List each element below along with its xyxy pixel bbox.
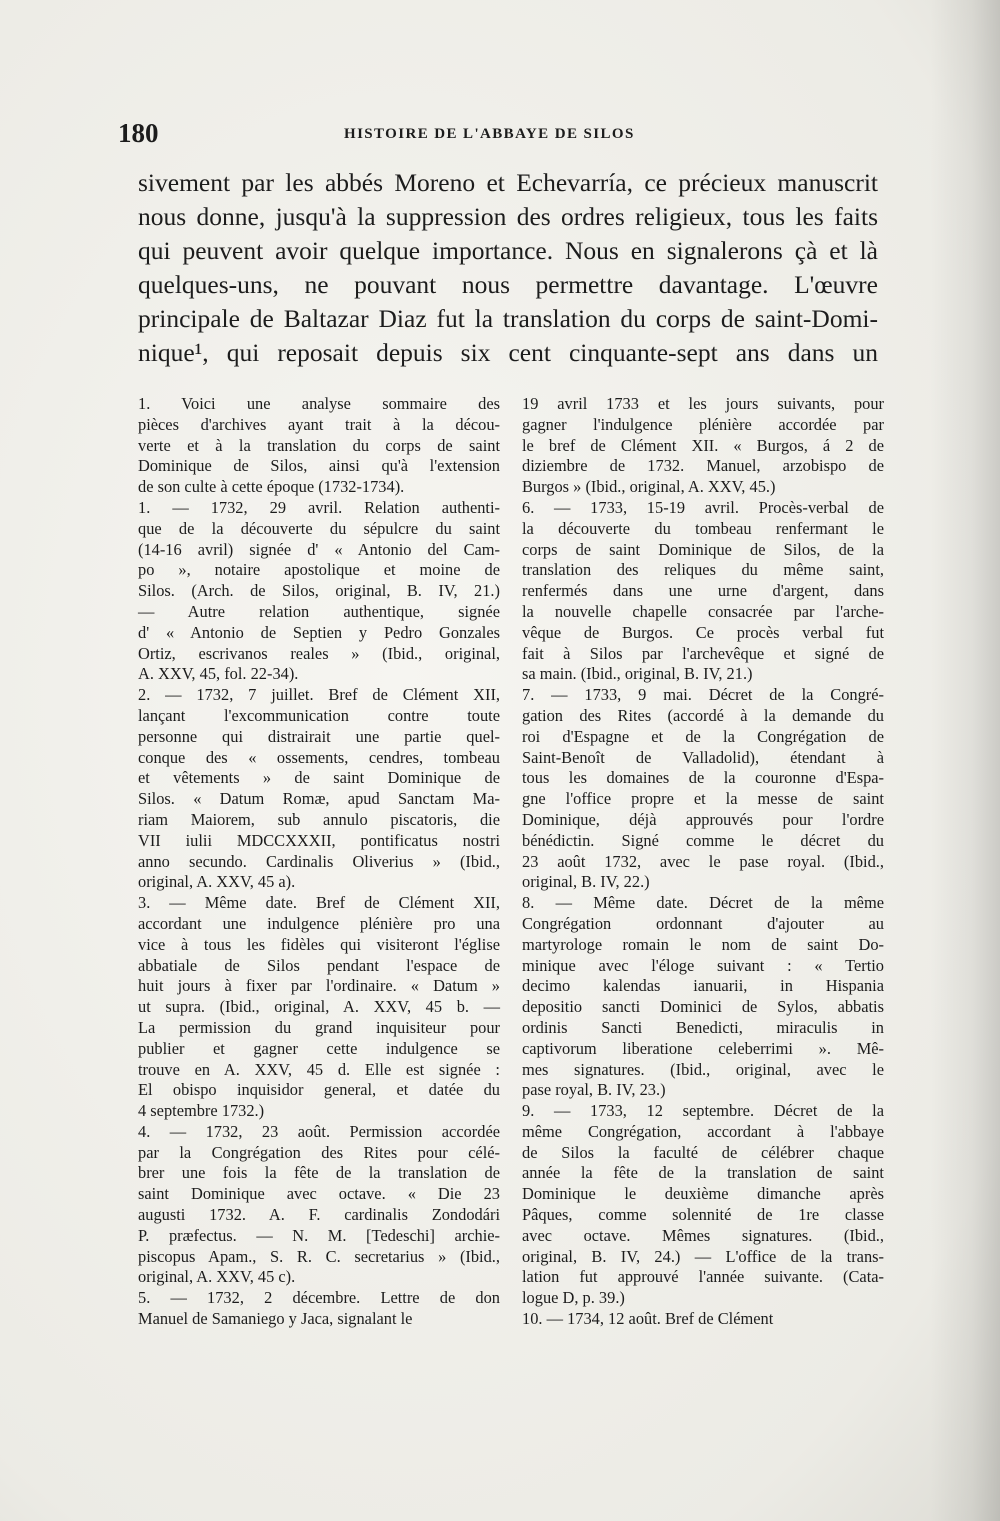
footnote-line: anno secundo. Cardinalis Oliverius » (Ibid., [138,851,500,871]
page-header [118,118,778,158]
running-title: HISTOIRE DE L'ABBAYE DE SILOS [344,126,635,142]
footnote-line: abbatiale de Silos pendant l'espace de [138,955,500,975]
footnote-line: gne l'office propre et la messe de saint [522,789,884,809]
footnote-line: sa main. (Ibid., original, B. IV, 21.) [522,664,753,684]
footnote-line: 23 août 1732, avec le pase royal. (Ibid., [522,851,884,871]
footnote-line: de Silos la faculté de célébrer chaque [522,1142,884,1162]
footnote-line: vêque de Burgos. Ce procès verbal fut [522,622,884,642]
footnote-line: même Congrégation, accordant à l'abbaye [522,1121,884,1141]
footnote-line: année la fête de la translation de saint [522,1163,884,1183]
footnote-line: Manuel de Samaniego y Jaca, signalant le [138,1309,413,1329]
footnote-line: 9. — 1733, 12 septembre. Décret de la [522,1101,884,1121]
main-text-line: principale de Baltazar Diaz fut la translation du corps de saint-Domi- [138,304,878,333]
footnote-line: personne qui distrairait une partie quel- [138,726,500,746]
footnote-line: po », notaire apostolique et moine de [138,560,500,580]
footnote-line: d' « Antonio de Septien y Pedro Gonzales [138,622,500,642]
footnote-line: 2. — 1732, 7 juillet. Bref de Clément XII, [138,685,500,705]
footnote-line: A. XXV, 45, fol. 22-34). [138,664,299,684]
footnote-line: Pâques, comme solennité de 1re classe [522,1205,884,1225]
footnote-line: brer une fois la fête de la translation de [138,1163,500,1183]
footnote-line: 5. — 1732, 2 décembre. Lettre de don [138,1288,500,1308]
footnote-line: 1. — 1732, 29 avril. Relation authenti- [138,497,500,517]
footnote-line: de son culte à cette époque (1732-1734). [138,477,405,497]
footnote-line: tous les domaines de la couronne d'Espa- [522,768,884,788]
page-number: 180 [118,118,159,148]
footnote-line: — Autre relation authentique, signée [138,601,500,621]
footnote-line: 3. — Même date. Bref de Clément XII, [138,893,500,913]
footnote-line: ordinis Sancti Benedicti, miraculis in [522,1017,884,1037]
footnote-line: Dominique de Silos, ainsi qu'à l'extension [138,456,500,476]
footnote-line: vice à tous les fidèles qui visiteront l'église [138,934,500,954]
footnote-line: que de la découverte du sépulcre du saint [138,518,500,538]
main-text-line: quelques-uns, ne pouvant nous permettre davantage. L'œuvre [138,270,878,299]
footnote-line: 19 avril 1733 et les jours suivants, pour [522,394,884,413]
footnote-line: avec octave. Mêmes signatures. (Ibid., [522,1225,884,1245]
footnote-line: la nouvelle chapelle consacrée par l'arche- [522,601,884,621]
footnote-line: Saint-Benoît de Valladolid), étendant à [522,747,884,767]
footnote-line: Dominique le deuxième dimanche après [522,1184,884,1204]
footnote-line: minique avec l'éloge suivant : « Tertio [522,955,884,975]
footnote-line: accordant une indulgence plénière pro una [138,913,500,933]
main-text-line: nous donne, jusqu'à la suppression des ordres religieux, tous les faits [138,202,878,231]
footnote-line: mes signatures. (Ibid., original, avec le [522,1059,884,1079]
footnote-line: decimo kalendas ianuarii, in Hispania [522,976,884,996]
footnote-line: depositio sancti Dominici de Sylos, abbatis [522,997,884,1017]
footnote-line: saint Dominique avec octave. « Die 23 [138,1184,500,1204]
footnote-line: lançant l'excommunication contre toute [138,705,500,725]
footnote-line: martyrologe romain le nom de saint Do- [522,934,884,954]
footnote-line: verte et à la translation du corps de saint [138,435,500,455]
footnote-line: 7. — 1733, 9 mai. Décret de la Congré- [522,685,884,705]
footnote-line: Dominique, déjà approuvés pour l'ordre [522,809,884,829]
footnote-line: lation fut approuvé l'année suivante. (Cata- [522,1267,884,1287]
footnote-line: corps de saint Dominique de Silos, de la [522,539,884,559]
main-text-line: qui peuvent avoir quelque importance. Nous en signalerons çà et là [138,236,878,265]
footnote-line: augusti 1732. A. F. cardinalis Zondodári [138,1205,500,1225]
footnotes-left-column [138,394,500,1330]
footnote-line: Congrégation ordonnant d'ajouter au [522,913,884,933]
footnote-line: pase royal, B. IV, 23.) [522,1080,666,1100]
footnote-line: bénédictin. Signé comme le décret du [522,830,884,850]
footnote-line: la découverte du tombeau renfermant le [522,518,884,538]
footnote-line: 4. — 1732, 23 août. Permission accordée [138,1121,500,1141]
footnote-line: pièces d'archives ayant trait à la décou- [138,414,500,434]
footnote-line: le bref de Clément XII. « Burgos, á 2 de [522,435,884,455]
footnotes-right-column [522,394,884,1330]
footnote-line: gagner l'indulgence plénière accordée par [522,414,884,434]
footnote-line: P. præfectus. — N. M. [Tedeschi] archie- [138,1225,500,1245]
main-text-line: nique¹, qui reposait depuis six cent cinquante-sept ans dans un [138,338,878,367]
footnote-line: et vêtements » de saint Dominique de [138,768,500,788]
footnote-line: Burgos » (Ibid., original, A. XXV, 45.) [522,477,776,497]
footnote-line: translation des reliques du même saint, [522,560,884,580]
footnote-line: original, B. IV, 22.) [522,872,650,892]
footnote-line: 10. — 1734, 12 août. Bref de Clément [522,1309,774,1329]
footnote-line: original, B. IV, 24.) — L'office de la trans- [522,1246,884,1266]
main-text-block [138,166,878,370]
footnote-line: ut supra. (Ibid., original, A. XXV, 45 b. — [138,997,500,1017]
footnote-line: Silos. (Arch. de Silos, original, B. IV, 21.) [138,581,500,601]
page-edge-shadow [930,0,1000,1521]
footnote-line: 6. — 1733, 15-19 avril. Procès-verbal de [522,497,884,517]
footnote-line: publier et gagner cette indulgence se [138,1038,500,1058]
footnote-line: piscopus Apam., S. R. C. secretarius » (Ibid., [138,1246,500,1266]
footnote-line: roi d'Espagne et de la Congrégation de [522,726,884,746]
footnote-line: fait à Silos par l'archevêque et signé de [522,643,884,663]
footnote-line: par la Congrégation des Rites pour célé- [138,1142,500,1162]
footnote-line: VII iulii MDCCXXXII, pontificatus nostri [138,830,500,850]
footnote-line: Ortiz, escrivanos reales » (Ibid., original, [138,643,500,663]
footnote-line: 8. — Même date. Décret de la même [522,893,884,913]
footnote-line: original, A. XXV, 45 c). [138,1267,296,1287]
footnote-line: conque des « ossements, cendres, tombeau [138,747,500,767]
footnote-line: El obispo inquisidor general, et datée du [138,1080,500,1100]
footnote-line: 1. Voici une analyse sommaire des [138,394,500,413]
footnote-line: renfermés dans une urne d'argent, dans [522,581,884,601]
footnote-line: riam Maiorem, sub annulo piscatoris, die [138,809,500,829]
footnote-line: captivorum liberatione celeberrimi ». Mê- [522,1038,884,1058]
footnote-line: gation des Rites (accordé à la demande du [522,705,884,725]
footnote-line: diziembre de 1732. Manuel, arzobispo de [522,456,884,476]
footnote-line: original, A. XXV, 45 a). [138,872,296,892]
main-text-line: sivement par les abbés Moreno et Echevarría, ce précieux manuscrit [138,168,878,197]
footnote-line: logue D, p. 39.) [522,1288,625,1308]
footnote-line: 4 septembre 1732.) [138,1101,265,1121]
footnote-line: (14-16 avril) signée d' « Antonio del Cam- [138,539,500,559]
footnote-line: La permission du grand inquisiteur pour [138,1017,500,1037]
footnote-line: huit jours à fixer par l'ordinaire. « Datum » [138,976,500,996]
footnote-line: Silos. « Datum Romæ, apud Sanctam Ma- [138,789,500,809]
footnote-line: trouve en A. XXV, 45 d. Elle est signée : [138,1059,500,1079]
